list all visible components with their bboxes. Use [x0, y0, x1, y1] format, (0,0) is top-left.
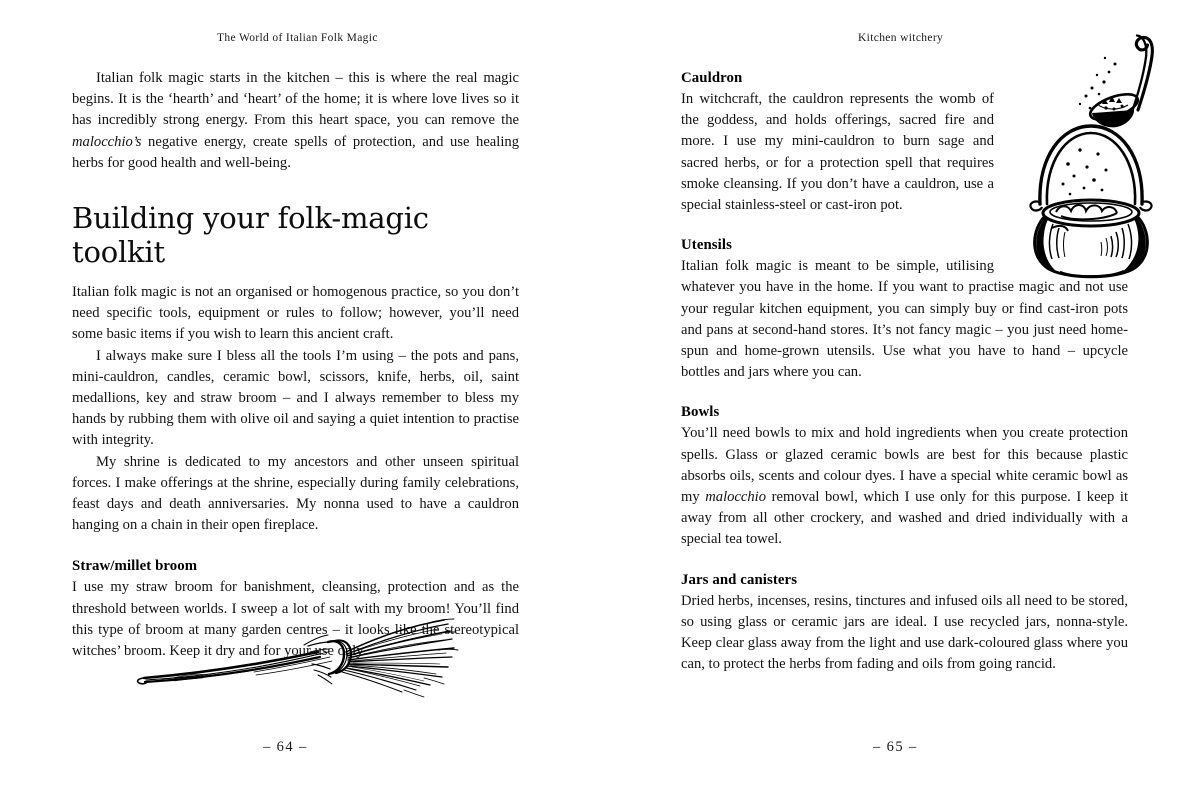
paragraph-toolkit-3: My shrine is dedicated to my ancestors and other unseen spiritual forces. I make offerings at the shrine, especially during family celebrations, feast days and death anniversaries. My nonna used to have a cauldron hanging on a chain in their open fireplace. — [72, 453, 519, 534]
section-bowls — [681, 402, 1128, 550]
paragraph-utensils: Italian folk magic is meant to be simple, utilising whatever you have in the home. If you want to practise magic and not use your regular kitchen equipment, you can simply buy or find cast-iron pots and pans at second-hand stores. It’s not fancy magic – you just need home-spun and home-grown utensils. Use what you have to hand – upcycle bottles and jars where you can. — [681, 258, 1128, 381]
besom-broom-illustration — [132, 612, 462, 708]
paragraph-toolkit-2: I always make sure I bless all the tools I’m using – the pots and pans, mini-cauldron, candles, ceramic bowl, scissors, knife, herbs, oil, saint medallions, key and straw broom – and I always remember to bless my hands by rubbing them with olive oil and saying a quiet intention to practise with integrity. — [72, 347, 519, 449]
subheading-utensils: Utensils — [681, 237, 732, 254]
running-head-left: The World of Italian Folk Magic — [217, 32, 378, 44]
running-head-right: Kitchen witchery — [858, 32, 944, 44]
paragraph-toolkit-1: Italian folk magic is not an organised or homogenous practice, so you don’t need specific tools, equipment or rules to follow; however, you’ll need some basic items if you wish to learn this ancient craft. — [72, 284, 519, 343]
left-text-column — [72, 68, 519, 662]
paragraph-intro-text: Italian folk magic starts in the kitchen – this is where the real magic begins. It is the ‘hearth’ and ‘heart’ of the home; it is where love lives so it has incredibly strong energy. From this heart space, you can remove the malocchio’s negative energy, create spells of protection, and use healing herbs for good health and well-being. — [72, 70, 519, 171]
paragraph-cauldron: In witchcraft, the cauldron represents the womb of the goddess, and holds offerings, sacred fire and more. I use my mini-cauldron to burn sage and sacred herbs, or for a protection spell that requires smoke cleansing. If you don’t have a cauldron, use a special stainless-steel or cast-iron pot. — [681, 91, 994, 214]
subheading-jars-and-canisters: Jars and canisters — [681, 571, 798, 588]
cauldron-illustration — [1016, 112, 1166, 280]
italic-term-malocchio: malocchio — [705, 489, 767, 506]
paragraph-straw-millet-broom: I use my straw broom for banishment, cleansing, protection and as the threshold between worlds. I sweep a lot of salt with my broom! You’ll find this type of broom at many garden centres – it looks like the stereotypical witches’ broom. Keep it dry and for your use only. — [72, 579, 519, 660]
italic-term-malocchio-possessive: malocchio’s — [72, 133, 142, 150]
subheading-straw-millet-broom: Straw/millet broom — [72, 558, 198, 575]
bowls-text-before-italic: You’ll need bowls to mix and hold ingredients when you create protection spells. Glass or glazed ceramic bowls are best for this because plastic absorbs oils, scents and colour dyes. I have a special white ceramic bowl as my — [681, 425, 1128, 506]
bowls-text-after-italic: removal bowl, which I use only for this purpose. I keep it away from all other crockery, and washed and dried individually with a special tea towel. — [681, 489, 1129, 548]
paragraph-jars-and-canisters: Dried herbs, incenses, resins, tinctures and infused oils all need to be stored, so using glass or ceramic jars are ideal. I use recycled jars, nonna-style. Keep clear glass away from the light and use dark-coloured glass where you can, to protect the herbs from fading and oils from going rancid. — [681, 592, 1128, 673]
subheading-cauldron: Cauldron — [681, 70, 743, 86]
subheading-bowls: Bowls — [681, 404, 720, 421]
page-number-right: – 65 – — [873, 739, 918, 755]
page-number-left: – 64 – — [263, 739, 308, 755]
section-heading-building-your-folk-magic-toolkit: Building your folk-magic toolkit — [72, 201, 429, 270]
paragraph-bowls — [681, 423, 1128, 550]
section-jars-and-canisters — [681, 570, 1128, 676]
paragraph-intro — [72, 68, 519, 174]
